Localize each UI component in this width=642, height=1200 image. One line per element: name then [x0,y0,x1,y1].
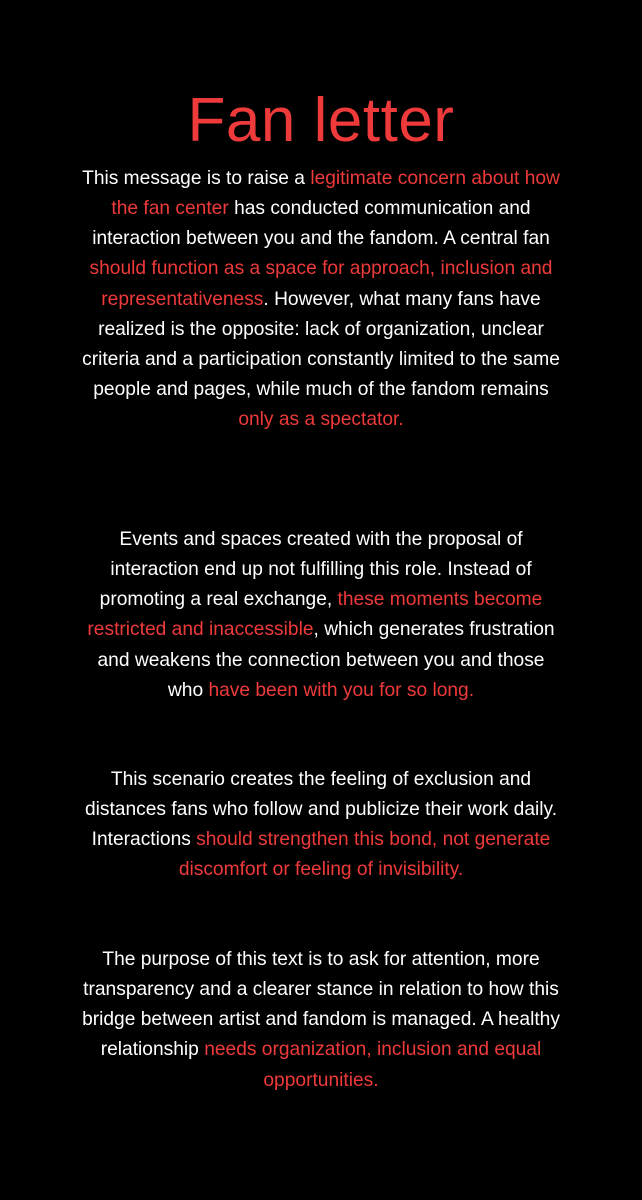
paragraph-2-highlight: have been with you for so long. [208,679,475,701]
paragraph-2 [82,525,560,706]
paragraph-1-text: This message is to raise a [82,168,311,190]
paragraph-1-highlight: should function as a space for approach, inclusion and representativeness [89,258,553,310]
paragraph-4 [82,945,560,1095]
page-title: Fan letter [187,85,455,155]
paragraph-2-highlight: these moments become restricted and inaccessible [87,589,543,641]
paragraph-3-text: This scenario creates the feeling of exclusion and distances fans who follow and publicize their work daily. Interactions [84,769,558,851]
paragraph-3-highlight: should strengthen this bond, not generate discomfort or feeling of invisibility. [178,829,551,881]
paragraph-4-text: The purpose of this text is to ask for attention, more transparency and a clearer stance in relation to how this bridge between artist and fandom is managed. A healthy relationship [82,949,560,1061]
paragraph-4-highlight: needs organization, inclusion and equal opportunities. [204,1039,542,1091]
paragraph-3 [82,765,560,885]
paragraph-1-highlight: legitimate concern about how the fan center [111,168,560,220]
paragraph-1 [82,164,560,435]
paragraph-1-highlight: only as a spectator. [238,408,404,430]
paragraph-1-text: . However, what many fans have realized is the opposite: lack of organization, unclear criteria and a participation constantly limited to the same people and pages, while much of the fandom remains [82,288,560,400]
paragraph-2-text: Events and spaces created with the proposal of interaction end up not fulfilling this role. Instead of promoting a real exchange, [99,529,532,611]
paragraph-2-text: , which generates frustration and weakens the connection between you and those who [97,619,555,701]
paragraph-1-text: has conducted communication and interaction between you and the fandom. A central fan [92,198,550,250]
